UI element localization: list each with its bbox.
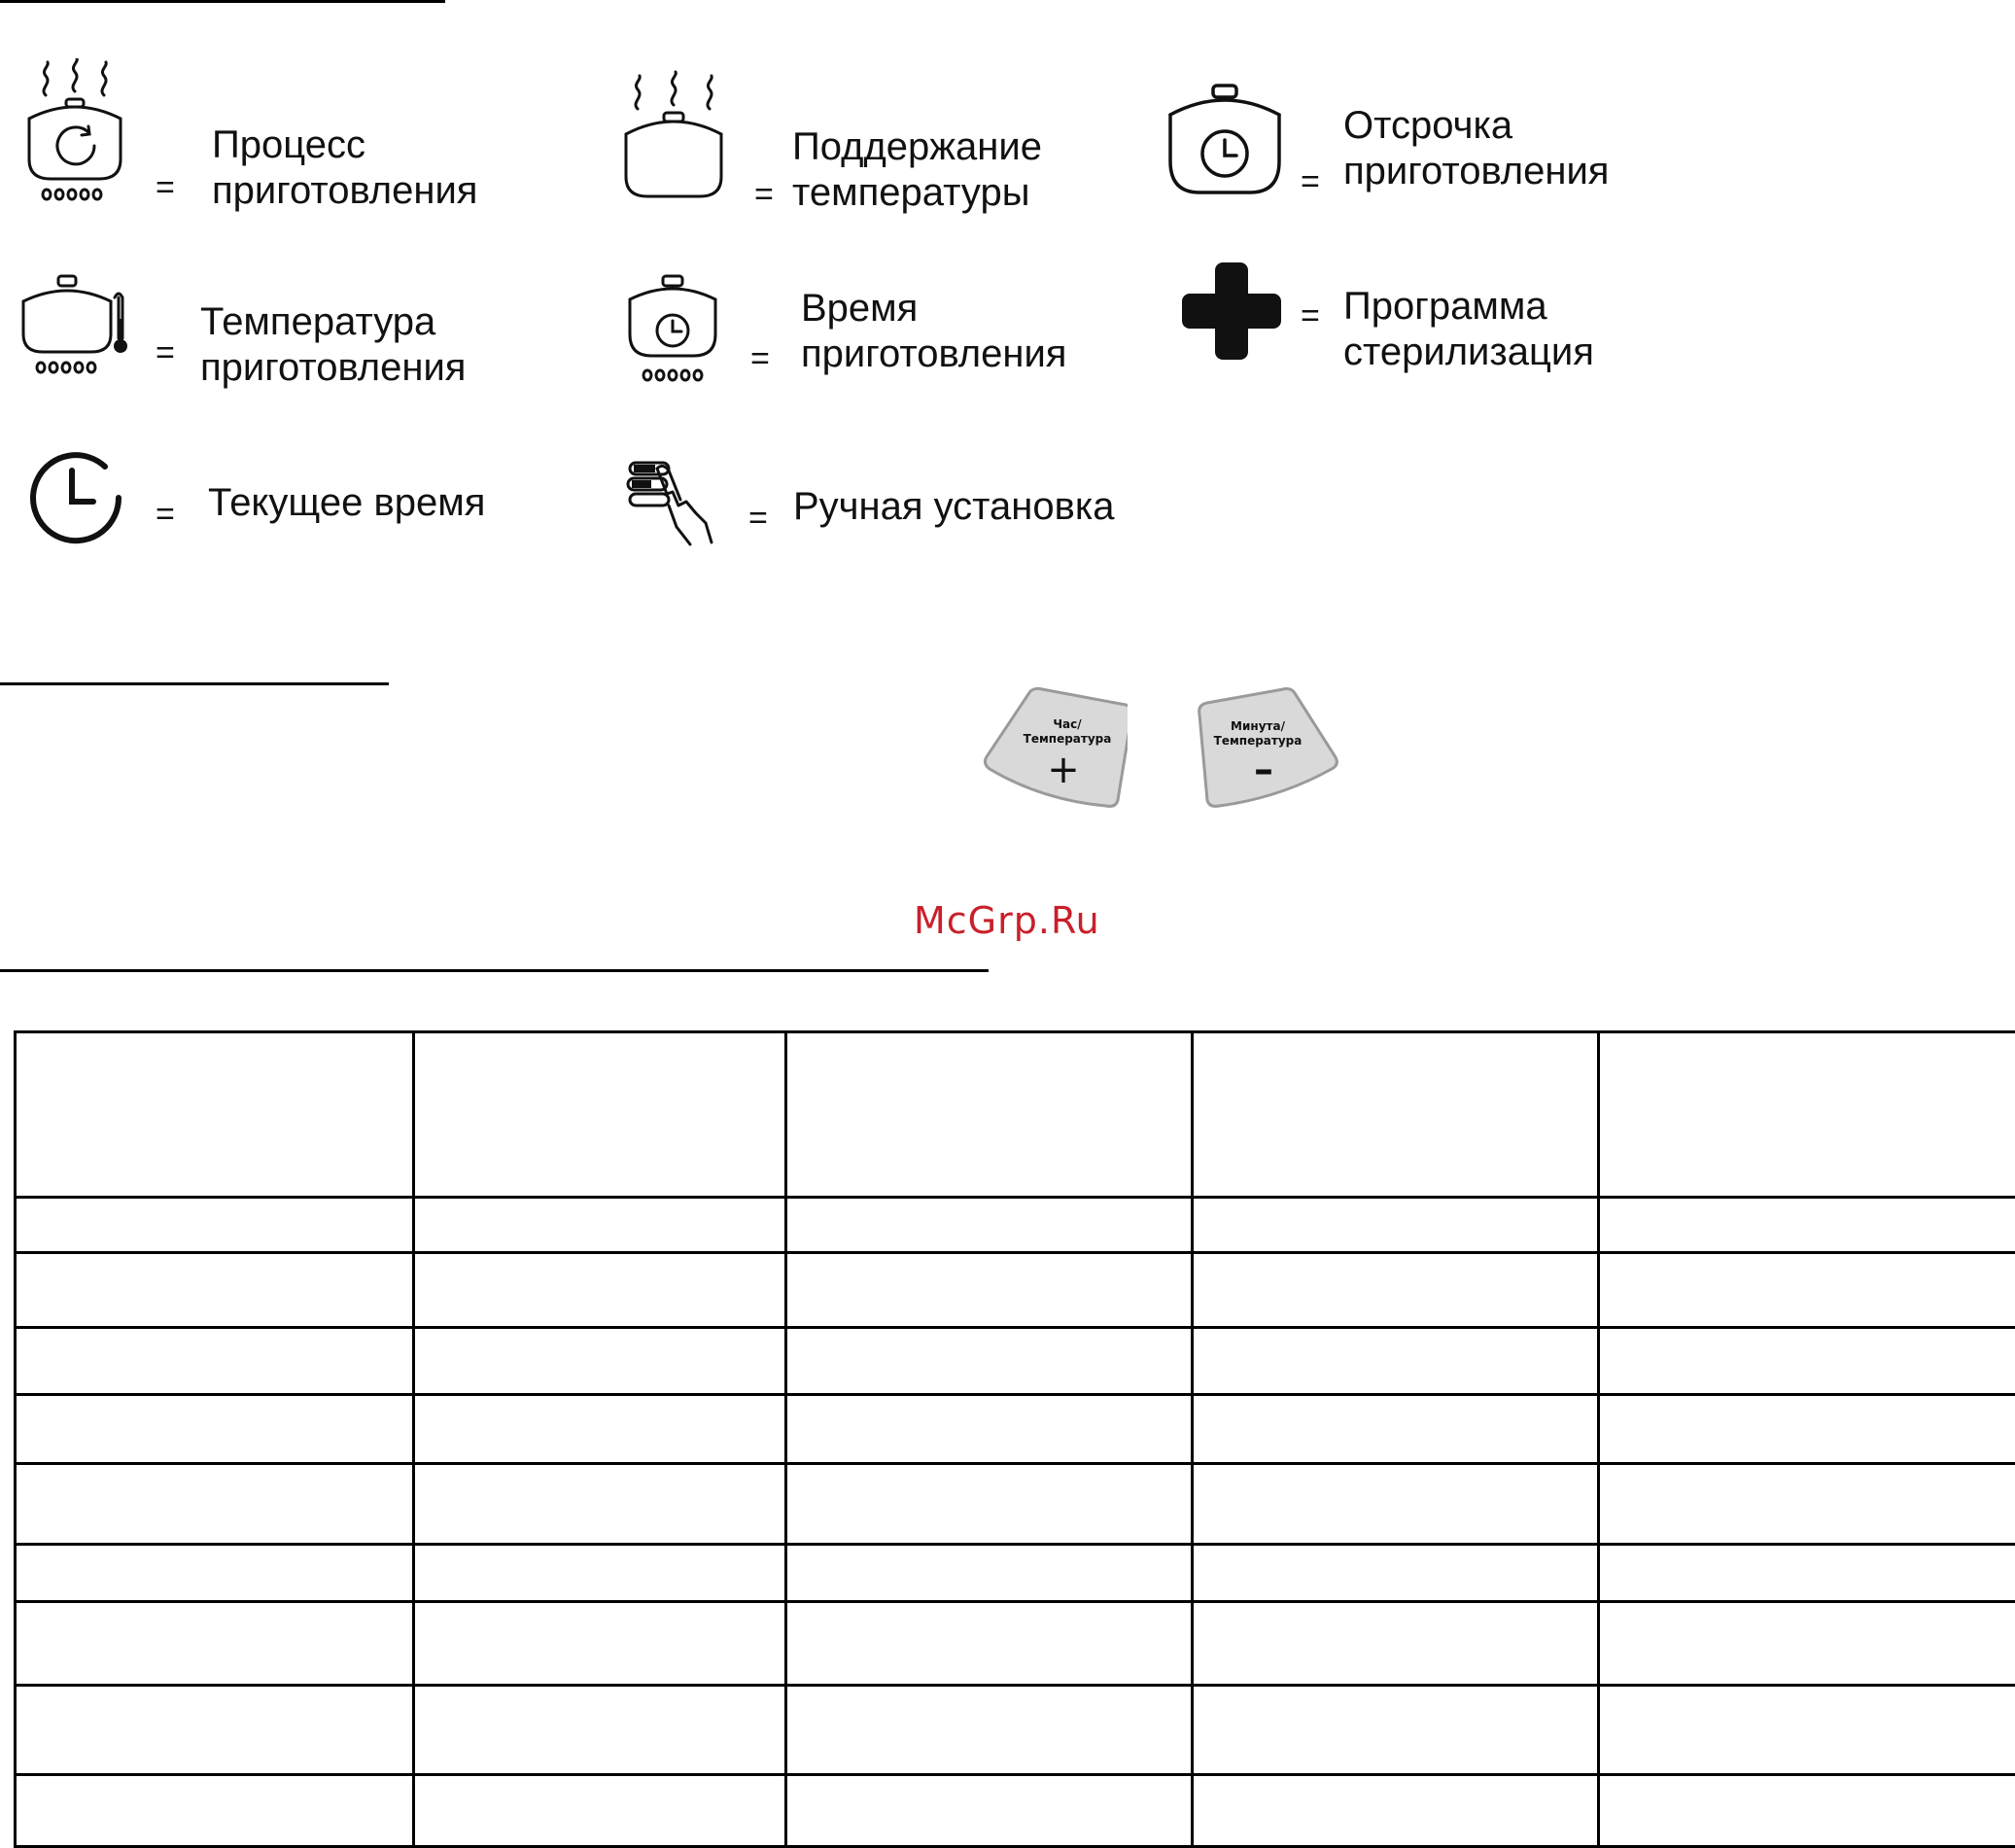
- table-row: [16, 1395, 2015, 1464]
- equals-sign: =: [156, 336, 175, 369]
- table-cell: [16, 1464, 414, 1545]
- table-cell: [16, 1686, 414, 1775]
- table-cell: [1193, 1775, 1599, 1847]
- programs-table: [14, 1030, 2015, 1848]
- equals-sign: =: [156, 498, 175, 531]
- table-cell: [16, 1253, 414, 1328]
- section-rule-middle: [0, 682, 389, 685]
- table-row: [16, 1602, 2015, 1686]
- hand-press-icon: [626, 455, 723, 548]
- table-cell: [414, 1686, 786, 1775]
- table-cell: [1599, 1602, 2015, 1686]
- table-cell: [1599, 1253, 2015, 1328]
- table-cell: [1193, 1545, 1599, 1602]
- table-row: [16, 1253, 2015, 1328]
- table-cell: [414, 1328, 786, 1395]
- table-cell: [1599, 1395, 2015, 1464]
- legend-label-delayed-start: Отсрочка приготовления: [1343, 103, 1609, 194]
- legend-label-current-time: Текущее время: [208, 480, 485, 526]
- minute-temperature-label-line1: Минута/: [1231, 719, 1286, 733]
- minute-temperature-label-line2: Температура: [1214, 734, 1303, 748]
- table-cell: [414, 1464, 786, 1545]
- section-rule-top: [0, 0, 445, 3]
- equals-sign: =: [748, 502, 768, 535]
- plus-cross-icon: [1182, 262, 1281, 360]
- table-cell: [786, 1602, 1193, 1686]
- table-cell: [414, 1602, 786, 1686]
- legend-label-cooking-time: Время приготовления: [801, 286, 1066, 377]
- table-cell: [1599, 1464, 2015, 1545]
- table-row: [16, 1775, 2015, 1847]
- pot-clock-burner-icon: [626, 270, 719, 385]
- table-cell: [414, 1545, 786, 1602]
- legend-label-cooking-process: Процесс приготовления: [212, 122, 477, 214]
- table-cell: [16, 1328, 414, 1395]
- legend-label-cooking-temperature: Температура приготовления: [200, 299, 466, 391]
- table-cell: [786, 1545, 1193, 1602]
- table-header-row: [16, 1032, 2015, 1198]
- table-cell: [1599, 1775, 2015, 1847]
- table-cell: [786, 1775, 1193, 1847]
- hour-temperature-label-line2: Температура: [1024, 732, 1112, 746]
- table-cell: [1599, 1545, 2015, 1602]
- steaming-pot-icon: [620, 70, 727, 206]
- table-cell: [1193, 1328, 1599, 1395]
- table-cell: [16, 1775, 414, 1847]
- minus-symbol: –: [1254, 748, 1273, 792]
- table-cell: [414, 1032, 786, 1198]
- table-cell: [414, 1253, 786, 1328]
- equals-sign: =: [156, 171, 175, 204]
- table-cell: [1193, 1602, 1599, 1686]
- table-cell: [786, 1395, 1193, 1464]
- table-row: [16, 1545, 2015, 1602]
- minute-temperature-minus-button[interactable]: [1194, 685, 1339, 812]
- steaming-pot-burner-icon: [21, 58, 128, 204]
- hour-temperature-label-line1: Час/: [1053, 717, 1082, 731]
- legend-label-keep-warm: Поддержание температуры: [792, 124, 1042, 216]
- table-cell: [1193, 1032, 1599, 1198]
- legend-label-manual-setting: Ручная установка: [793, 484, 1115, 530]
- table-cell: [1599, 1328, 2015, 1395]
- pot-thermometer-icon: [19, 270, 132, 377]
- table-cell: [16, 1545, 414, 1602]
- table-row: [16, 1686, 2015, 1775]
- table-cell: [414, 1395, 786, 1464]
- table-cell: [786, 1328, 1193, 1395]
- table-row: [16, 1464, 2015, 1545]
- table-cell: [786, 1686, 1193, 1775]
- plus-symbol: +: [1047, 748, 1080, 792]
- table-cell: [1193, 1395, 1599, 1464]
- table-cell: [1193, 1464, 1599, 1545]
- table-cell: [16, 1198, 414, 1253]
- equals-sign: =: [1301, 299, 1320, 332]
- table-cell: [1599, 1198, 2015, 1253]
- table-cell: [16, 1602, 414, 1686]
- table-row: [16, 1328, 2015, 1395]
- table-cell: [786, 1198, 1193, 1253]
- table-cell: [1193, 1198, 1599, 1253]
- table-cell: [1193, 1253, 1599, 1328]
- watermark-text: McGrp.Ru: [914, 899, 1100, 942]
- table-cell: [1193, 1686, 1599, 1775]
- table-cell: [1599, 1032, 2015, 1198]
- table-cell: [16, 1395, 414, 1464]
- table-cell: [414, 1775, 786, 1847]
- table-cell: [786, 1464, 1193, 1545]
- clock-icon: [25, 447, 126, 548]
- table-cell: [786, 1032, 1193, 1198]
- pot-clock-icon: [1164, 80, 1285, 198]
- table-row: [16, 1198, 2015, 1253]
- table-cell: [414, 1198, 786, 1253]
- hour-temperature-plus-button[interactable]: [982, 685, 1128, 812]
- equals-sign: =: [754, 178, 774, 211]
- table-cell: [1599, 1686, 2015, 1775]
- table-cell: [16, 1032, 414, 1198]
- table-cell: [786, 1253, 1193, 1328]
- legend-label-sterilization-program: Программа стерилизация: [1343, 284, 1594, 375]
- section-rule-bottom: [0, 969, 989, 972]
- equals-sign: =: [750, 342, 770, 375]
- equals-sign: =: [1301, 165, 1320, 198]
